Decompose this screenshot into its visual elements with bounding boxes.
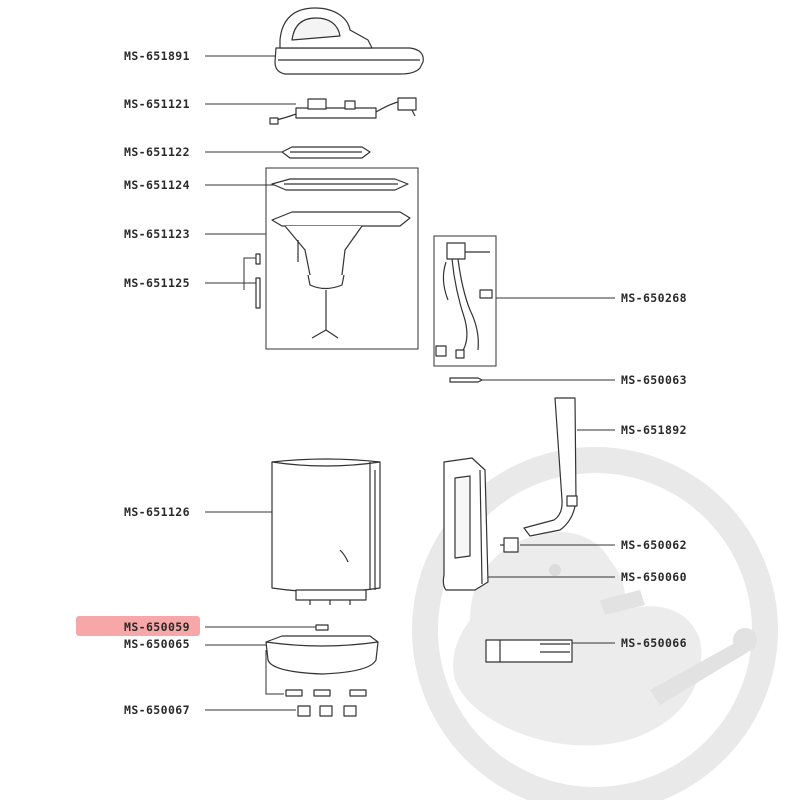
housing-drawing [272,459,380,605]
connector-drawing [486,640,572,662]
lid-handle-drawing [275,8,423,74]
part-label: MS-651124 [124,178,190,192]
part-label: MS-651892 [621,423,687,437]
part-label: MS-650066 [621,636,687,650]
plate-drawing [282,147,370,158]
part-label: MS-650063 [621,373,687,387]
part-label: MS-650065 [124,637,190,651]
part-label: MS-650060 [621,570,687,584]
pin-drawing [256,254,260,308]
pcb-drawing [270,98,416,124]
gasket-drawing [272,179,408,190]
part-label: MS-650067 [124,703,190,717]
rod-drawing [450,378,482,382]
part-label: MS-651891 [124,49,190,63]
part-label-highlighted: MS-650059 [124,620,190,634]
part-label: MS-651121 [124,97,190,111]
part-label: MS-651123 [124,227,190,241]
base-drawing [266,636,378,674]
motor-assembly-drawing [272,212,410,338]
feet-drawing [286,690,366,716]
wiring-harness-drawing [436,243,492,358]
part-label: MS-651122 [124,145,190,159]
l-tube-drawing [524,398,577,536]
part-label: MS-651125 [124,276,190,290]
valve-drawing [500,538,518,552]
part-label: MS-650062 [621,538,687,552]
part-label: MS-650268 [621,291,687,305]
side-panel-drawing [443,458,488,590]
part-label: MS-651126 [124,505,190,519]
small-part-drawing [316,625,328,630]
